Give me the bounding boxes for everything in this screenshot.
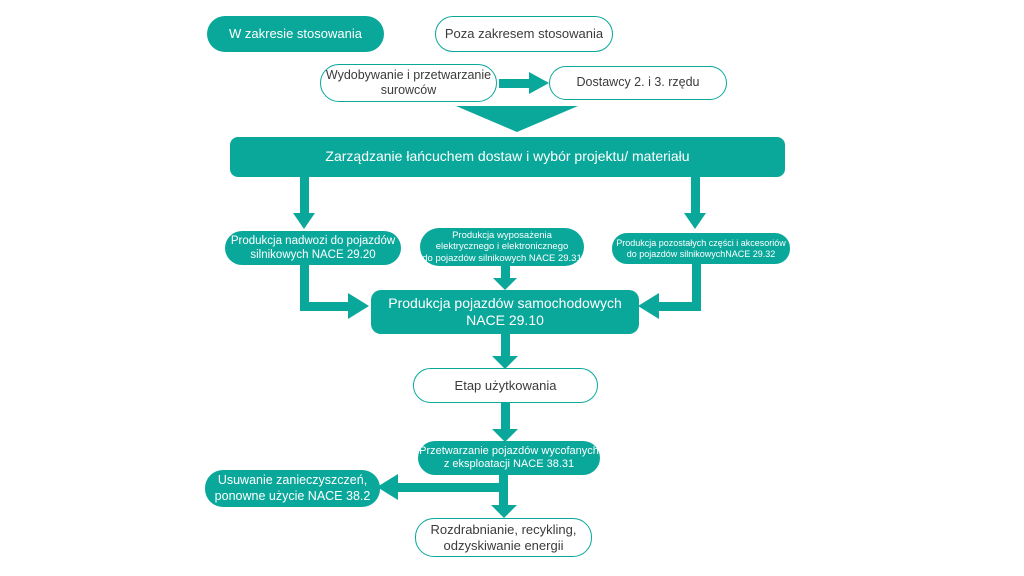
legend-in-scope-label: W zakresie stosowania — [229, 26, 362, 42]
arrow-shaft — [398, 483, 499, 492]
eol-processing-line: z eksploatacji NACE 38.31 — [443, 458, 575, 470]
supply-chain-label: Zarządzanie łańcuchem dostaw i wybór projektu/ materiału — [325, 148, 690, 165]
arrow-shaft — [300, 177, 309, 213]
node-legend-in-scope — [207, 16, 384, 52]
arrow-head-right — [348, 293, 369, 319]
node-decontamination — [205, 470, 380, 507]
arrow-shaft — [499, 475, 508, 506]
electrical-production-line: elektrycznego i elektronicznego — [435, 241, 569, 253]
arrow-shaft — [691, 177, 700, 213]
electrical-production-line: Produkcja wyposażenia — [452, 229, 552, 241]
node-raw-materials — [320, 64, 497, 102]
arrow-shaft — [659, 302, 701, 311]
tier-suppliers-line: Dostawcy 2. i 3. rzędu — [576, 75, 700, 90]
parts-production-line: Produkcja pozostałych części i akcesoriów — [616, 237, 786, 248]
node-legend-out-of-scope — [435, 16, 613, 52]
arrow-shaft — [499, 79, 530, 88]
decontamination-line: ponowne użycie NACE 38.2 — [214, 488, 371, 503]
use-stage-label: Etap użytkowania — [454, 377, 557, 393]
decontamination-line: Usuwanie zanieczyszczeń, — [217, 473, 368, 488]
node-use-stage — [413, 368, 598, 403]
arrow-head-left — [377, 474, 398, 500]
vehicle-production-line: NACE 29.10 — [466, 312, 544, 328]
arrow-head-down — [493, 278, 517, 290]
node-eol-processing — [418, 441, 600, 475]
arrow-head-down — [491, 505, 517, 518]
node-bodies-production — [225, 231, 401, 265]
legend-out-of-scope-label: Poza zakresem stosowania — [444, 26, 604, 42]
vehicle-production-line: Produkcja pojazdów samochodowych — [388, 294, 622, 311]
parts-production-line: do pojazdów silnikowychNACE 29.32 — [626, 248, 776, 259]
arrow-head-down — [684, 213, 706, 229]
shredding-recycling-line: Rozdrabnianie, recykling, — [430, 521, 577, 537]
raw-materials-line: Wydobywanie i przetwarzanie — [325, 67, 492, 82]
node-electrical-production — [420, 228, 584, 266]
electrical-production-line: do pojazdów silnikowych NACE 29.31 — [422, 252, 582, 264]
bodies-production-line: Produkcja nadwozi do pojazdów — [230, 234, 396, 247]
arrow-head-down — [293, 213, 315, 229]
node-tier-suppliers — [549, 66, 727, 100]
arrow-shaft — [501, 403, 510, 431]
node-shredding-recycling — [415, 518, 592, 557]
arrow-shaft — [501, 334, 510, 357]
arrow-shaft — [300, 302, 348, 311]
node-parts-production — [612, 233, 790, 264]
arrow-big-down — [456, 106, 578, 132]
node-supply-chain-management — [230, 137, 785, 177]
raw-materials-line: surowców — [380, 83, 437, 97]
eol-processing-line: Przetwarzanie pojazdów wycofanych — [419, 444, 599, 457]
node-vehicle-production — [371, 290, 639, 334]
bodies-production-line: silnikowych NACE 29.20 — [250, 249, 376, 261]
arrow-head-right — [529, 72, 549, 94]
shredding-recycling-line: odzyskiwanie energii — [443, 537, 564, 553]
arrow-head-left — [638, 293, 659, 319]
